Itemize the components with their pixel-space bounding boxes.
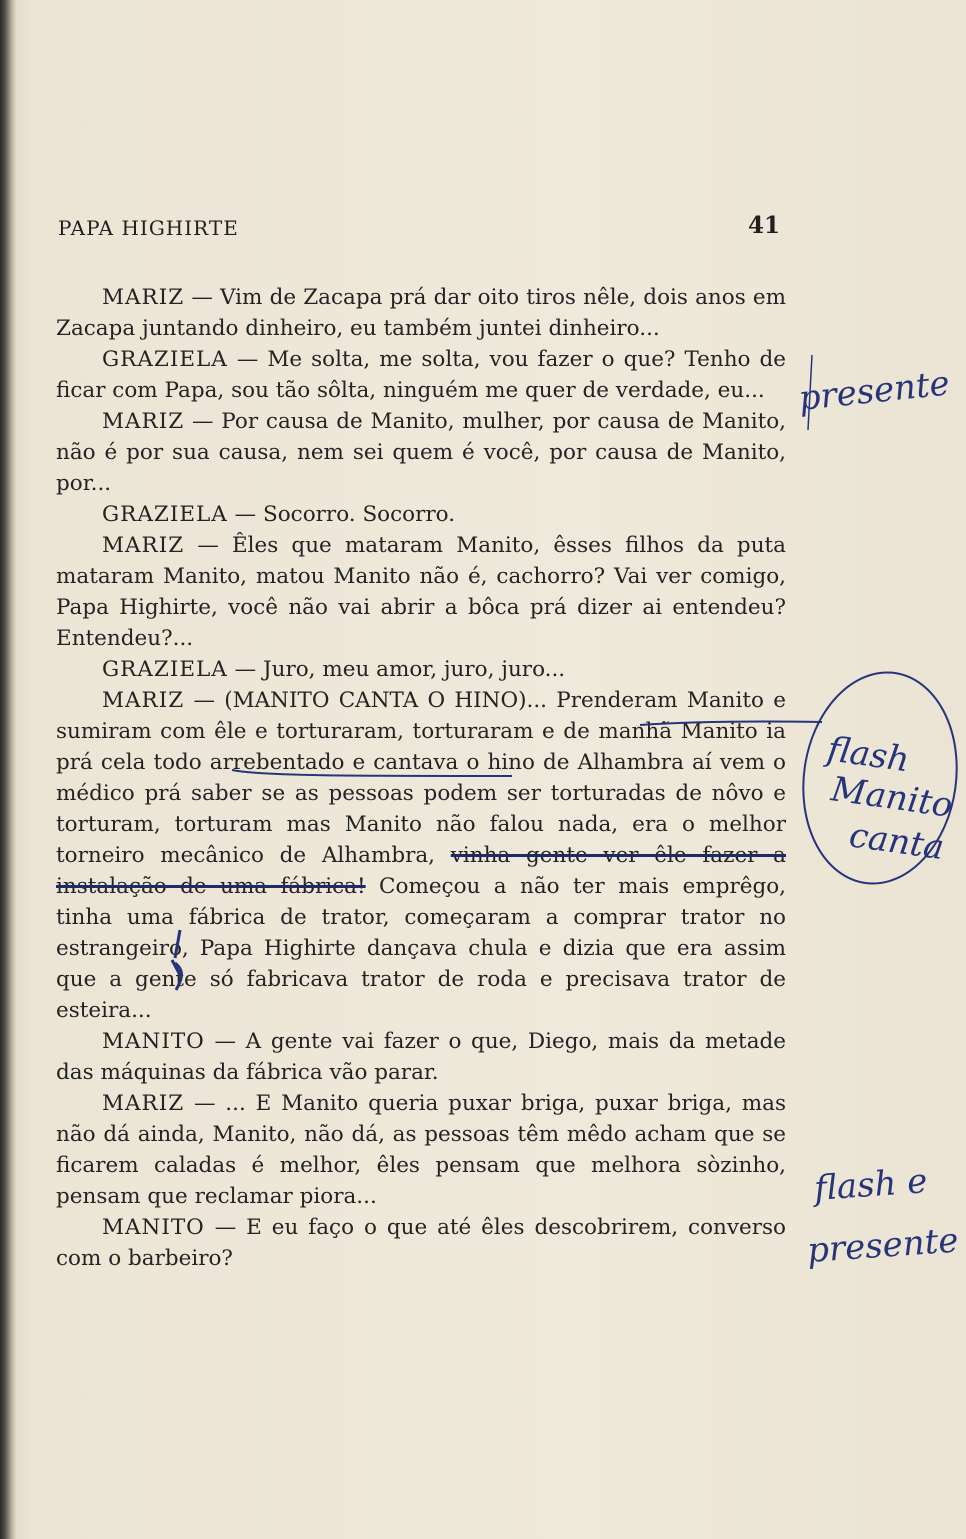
pen-stroke xyxy=(808,355,812,430)
margin-note-presente: presente xyxy=(796,363,952,419)
dialogue-line: — Juro, meu amor, juro, juro... xyxy=(227,657,566,682)
margin-note-canta: canta xyxy=(846,815,947,869)
dialogue-line: — Por causa de Manito, mulher, por causa de Manito, não é por sua causa, nem sei quem é você, por causa de Manito, por... xyxy=(56,409,786,496)
running-title: PAPA HIGHIRTE xyxy=(58,216,239,240)
speaker-name: MARIZ xyxy=(102,285,185,310)
speaker-name: MANITO xyxy=(102,1029,205,1054)
speaker-name: MANITO xyxy=(102,1215,205,1240)
speaker-name: MARIZ xyxy=(102,409,185,434)
margin-note-manito: Manito xyxy=(828,769,956,826)
dialogue-paragraph xyxy=(56,406,786,499)
dialogue-paragraph xyxy=(56,1026,786,1088)
speaker-name: MARIZ xyxy=(102,1091,185,1116)
dialogue-line: — A gente vai fazer o que, Diego, mais da metade das máquinas da fábrica vão parar. xyxy=(56,1029,786,1085)
dialogue-line: — ... E Manito queria puxar briga, puxar briga, mas não dá ainda, Manito, não dá, as pessoas têm mêdo acham que se ficarem caladas é melhor, êles pensam que melhora sòzinho, pensam que reclamar piora... xyxy=(56,1091,786,1209)
dialogue-paragraph xyxy=(56,282,786,344)
dialogue-paragraph xyxy=(56,499,786,530)
dialogue-line: — Vim de Zacapa prá dar oito tiros nêle, dois anos em Zacapa juntando dinheiro, eu também juntei dinheiro... xyxy=(56,285,786,341)
dialogue-line: ... Prenderam Manito e sumiram com êle e torturaram, torturaram e de manhã Manito ia prá cela todo arrebentado e cantava o hino de Alhambra aí vem o médico prá saber se as pessoas podem ser torturadas de nôvo e torturam, torturam mas Manito não falou nada, era o melhor torneiro mecânico de Alhambra, xyxy=(56,688,786,868)
page-number: 41 xyxy=(747,212,780,239)
dialogue-line: — E eu faço o que até êles descobrirem, converso com o barbeiro? xyxy=(56,1215,786,1271)
margin-note-presente-2: presente xyxy=(805,1220,960,1271)
dialogue-line: Começou a não ter mais emprêgo, tinha uma fábrica de trator, começaram a comprar trator no estrangeiro, Papa Highirte dançava chula e dizia que era assim que a gente só fabricava trator de roda e precisava trator de esteira... xyxy=(56,874,786,1023)
speaker-name: GRAZIELA xyxy=(102,347,228,372)
pen-circle xyxy=(790,662,966,893)
book-spine xyxy=(0,0,16,1539)
dialogue-paragraph xyxy=(56,344,786,406)
dialogue-line: — Socorro. Socorro. xyxy=(227,502,456,527)
dialogue-line: — Êles que mataram Manito, êsses filhos da puta mataram Manito, matou Manito não é, cachorro? Vai ver comigo, Papa Highirte, você não vai abrir a bôca prá dizer ai entendeu? Entendeu?... xyxy=(56,533,786,651)
dialogue-paragraph xyxy=(56,654,786,685)
dialogue-paragraph xyxy=(56,685,786,1026)
dialogue-paragraph xyxy=(56,530,786,654)
dialogue-paragraph xyxy=(56,1088,786,1212)
dialogue-dash: — xyxy=(184,688,225,713)
struck-out-text: vinha gente ver êle fazer a instalação de uma fábrica! xyxy=(56,843,786,899)
dialogue-line: — Me solta, me solta, vou fazer o que? Tenho de ficar com Papa, sou tão sôlta, ninguém me quer de verdade, eu... xyxy=(56,347,786,403)
speaker-name: MARIZ xyxy=(102,688,185,713)
speaker-name: GRAZIELA xyxy=(102,502,228,527)
speaker-name: MARIZ xyxy=(102,533,185,558)
page-header xyxy=(58,212,780,246)
script-text xyxy=(56,282,786,1274)
margin-note-flash: flash xyxy=(824,729,912,781)
stage-direction: (MANITO CANTA O HINO) xyxy=(224,688,527,713)
speaker-name: GRAZIELA xyxy=(102,657,228,682)
margin-note-flash-e: flash e xyxy=(812,1161,929,1209)
dialogue-paragraph xyxy=(56,1212,786,1274)
